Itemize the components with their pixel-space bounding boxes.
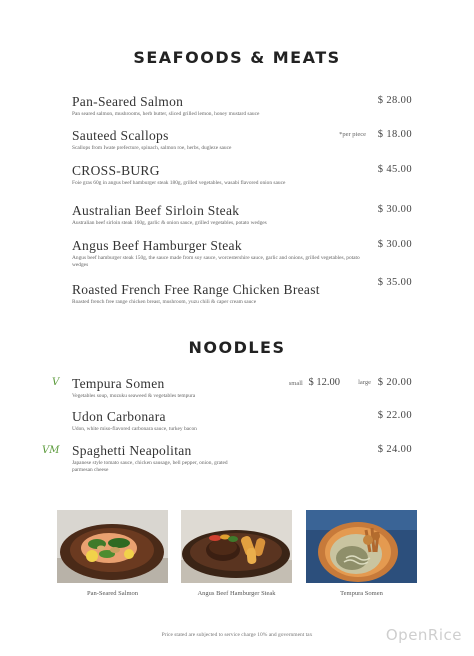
small-price	[289, 377, 340, 388]
section-title-seafoods: SEAFOODS & MEATS	[133, 48, 341, 67]
item-description: Foie gras 60g in angus beef hamburger steak 180g, grilled vegetables, wasabi flavored onion sauce	[72, 180, 286, 186]
menu-item-pan-seared-salmon	[72, 94, 412, 118]
item-name: Australian Beef Sirloin Steak	[72, 203, 240, 218]
item-name: Udon Carbonara	[72, 409, 166, 424]
item-description: Udon, white miso-flavored carbonara sauce, turkey bacon	[72, 426, 197, 432]
item-description: Vegetables soup, mozuku seaweed & vegetables tempura	[72, 393, 196, 399]
photo-caption: Angus Beef Hamburger Steak	[197, 590, 276, 597]
item-name: Roasted French Free Range Chicken Breast	[72, 282, 320, 297]
menu-item-angus-beef-hamburger	[72, 238, 412, 268]
menu-item-cross-burg	[72, 163, 412, 187]
item-price: $ 30.00	[377, 204, 412, 215]
menu-item-spaghetti-neapolitan	[72, 443, 412, 473]
item-price: $ 24.00	[377, 444, 412, 455]
item-name: Spaghetti Neapolitan	[72, 443, 192, 458]
item-description: Roasted french free range chicken breast, mushroom, yuzu chili & caper cream sauce	[72, 299, 257, 305]
item-description: Scallops from Iwate prefecture, spinach, salmon roe, herbs, dugleze sauce	[72, 145, 232, 151]
item-price: $ 35.00	[377, 277, 412, 288]
food-photo-tempura-somen	[306, 510, 417, 583]
item-price: $ 22.00	[377, 410, 412, 421]
food-photo-salmon	[57, 510, 168, 583]
item-name: Angus Beef Hamburger Steak	[72, 238, 242, 253]
item-price: $ 30.00	[377, 239, 412, 250]
vegetarian-marker: VM	[42, 445, 60, 456]
item-price: $ 45.00	[377, 164, 412, 175]
photo-caption: Pan-Seared Salmon	[86, 590, 139, 597]
item-name: Sauteed Scallops	[72, 128, 169, 143]
menu-item-sauteed-scallops	[72, 128, 412, 152]
item-description: Australian beef sirloin steak 160g, garlic & onion sauce, grilled vegetables, potato wedges	[72, 220, 267, 226]
item-name: Pan-Seared Salmon	[72, 94, 184, 109]
menu-item-australian-beef-sirloin	[72, 203, 412, 227]
item-description: Japanese style tomato sauce, chicken sausage, bell pepper, onion, grated parmesan cheese	[72, 460, 228, 473]
item-price: $ 20.00	[377, 377, 412, 388]
vegetarian-marker: V	[52, 377, 60, 388]
food-photo-hamburger-steak	[181, 510, 292, 583]
menu-item-tempura-somen	[72, 376, 412, 400]
section-title-noodles: NOODLES	[188, 338, 286, 357]
photo-caption: Tempura Somen	[340, 590, 383, 597]
menu-item-udon-carbonara	[72, 409, 412, 433]
size-label-small: small	[288, 380, 303, 387]
openrice-watermark: OpenRice	[385, 626, 462, 644]
price-note: *per piece	[339, 131, 366, 138]
item-price: $ 18.00	[377, 129, 412, 140]
item-price: $ 28.00	[377, 95, 412, 106]
item-name: Tempura Somen	[72, 376, 165, 391]
item-name: CROSS-BURG	[72, 163, 160, 178]
item-description: Pan seared salmon, mushrooms, herb butter, sliced grilled lemon, honey mustard sauce	[72, 111, 260, 117]
small-price-value: $ 12.00	[308, 377, 340, 388]
menu-item-roasted-chicken-breast	[72, 277, 412, 306]
service-charge-note: Price stated are subjected to service charge 10% and government tax	[161, 632, 313, 638]
size-label-large: large	[358, 379, 371, 386]
item-description: Angus beef hamburger steak 150g, the sauce made from soy sauce, worcestershire sauce, garlic and onions, grilled vegetables, potato wedges	[72, 255, 360, 268]
